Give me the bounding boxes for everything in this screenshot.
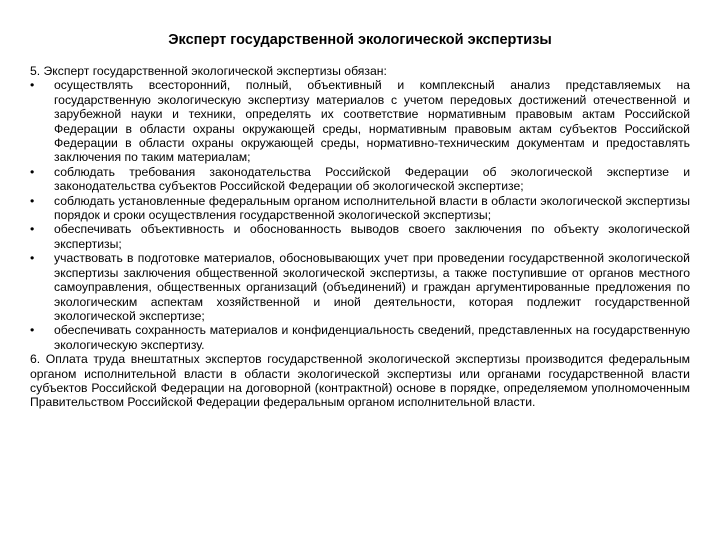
section-6-paragraph: 6. Оплата труда внештатных экспертов государственной экологической экспертизы производится федеральным органом исполнительной власти в области экологической экспертизы или органами государственной власти субъектов Российской Федерации на договорной (контрактной) основе в порядке, определяемом уполномоченным Правительством Российской Федерации федеральным органом исполнительной власти.	[30, 352, 690, 410]
bullet-icon: •	[30, 323, 35, 338]
list-item	[30, 222, 690, 251]
list-item	[30, 78, 690, 164]
list-item	[30, 165, 690, 194]
list-item-text: соблюдать требования законодательства Российской Федерации об экологической экспертизе и законодательства субъектов Российской Федерации об экологической экспертизе;	[54, 164, 690, 194]
list-item	[30, 194, 690, 223]
section-5-intro: 5. Эксперт государственной экологической экспертизы обязан:	[30, 64, 387, 78]
list-item-text: обеспечивать сохранность материалов и конфиденциальность сведений, представленных на государственную экологическую экспертизу.	[54, 323, 690, 352]
document-body	[30, 64, 690, 410]
page-title: Эксперт государственной экологической экспертизы	[168, 32, 552, 48]
list-item-text: обеспечивать объективность и обоснованность выводов своего заключения по объекту экологической экспертизы;	[54, 222, 690, 251]
list-item-text: соблюдать установленные федеральным органом исполнительной власти в области экологической экспертизы порядок и сроки осуществления государственной экологической экспертизы;	[54, 193, 690, 223]
bullet-icon: •	[30, 193, 35, 208]
section-5-list	[30, 78, 690, 352]
bullet-icon: •	[30, 78, 35, 93]
bullet-icon: •	[30, 251, 35, 266]
list-item	[30, 323, 690, 352]
bullet-icon: •	[30, 164, 35, 179]
list-item-text: участвовать в подготовке материалов, обосновывающих учет при проведении государственной экологической экспертизы заключения общественной экологической экспертизы, а также поступившие от органов местного самоуправления, общественных организаций (объединений) и граждан аргументированные предложения по экологическим аспектам хозяйственной и иной деятельности, которая подлежит государственной экологической экспертизе;	[54, 251, 690, 323]
list-item	[30, 251, 690, 323]
list-item-text: осуществлять всесторонний, полный, объективный и комплексный анализ представляемых на государственную экологическую экспертизу материалов с учетом передовых достижений отечественной и зарубежной науки и техники, определять их соответствие нормативным правовым актам Российской Федерации в области охраны окружающей среды, нормативным правовым актам субъектов Российской Федерации в области охраны окружающей среды, нормативно-техническим документам и предоставлять заключения по таким материалам;	[54, 78, 690, 165]
bullet-icon: •	[30, 222, 35, 237]
